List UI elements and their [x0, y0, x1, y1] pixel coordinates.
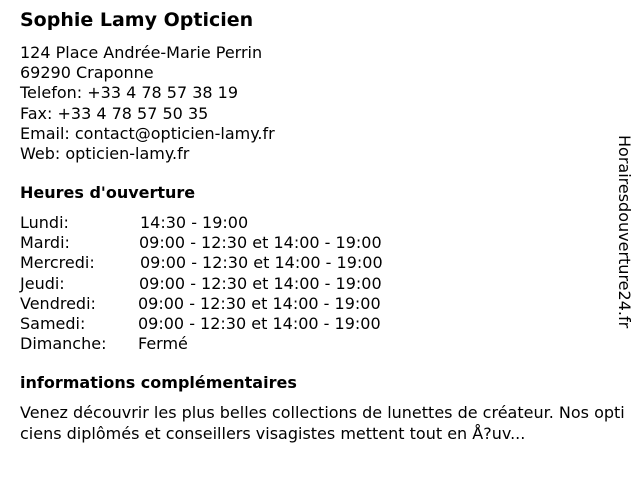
business-name: Sophie Lamy Opticien [20, 9, 254, 31]
hours-day: Dimanche: [20, 334, 107, 354]
hours-day: Lundi: [20, 213, 69, 232]
street-address: 124 Place Andrée-Marie Perrin [20, 43, 263, 62]
hours-time: Fermé [138, 334, 188, 354]
hours-day: Mercredi: [20, 253, 95, 273]
hours-time: 14:30 - 19:00 [140, 213, 249, 232]
hours-time: 09:00 - 12:30 et 14:00 - 19:00 [139, 273, 382, 293]
hours-time: 09:00 - 12:30 et 14:00 - 19:00 [140, 253, 383, 273]
email-line: Email: contact@opticien-lamy.fr [20, 123, 275, 143]
hours-time: 09:00 - 12:30 et 14:00 - 19:00 [138, 293, 381, 313]
contact-block [20, 43, 275, 164]
info-description: Venez découvrir les plus belles collections de lunettes de créateur. Nos opticiens diplômés et conseillers visagistes mettent tout en Å?uv... [20, 403, 625, 443]
hours-day: Samedi: [20, 313, 86, 333]
hours-day: Jeudi: [20, 273, 65, 293]
web-line: Web: opticien-lamy.fr [20, 143, 190, 163]
side-watermark-text: Horairesdouverture24.fr [615, 135, 634, 329]
info-heading: informations complémentaires [20, 373, 297, 392]
fax-line: Fax: +33 4 78 57 50 35 [20, 103, 209, 123]
hours-day: Mardi: [20, 233, 70, 253]
phone-line: Telefon: +33 4 78 57 38 19 [20, 83, 239, 103]
hours-time: 09:00 - 12:30 et 14:00 - 19:00 [139, 233, 382, 253]
hours-day: Vendredi: [20, 293, 96, 313]
city-address: 69290 Craponne [20, 63, 154, 83]
hours-heading: Heures d'ouverture [20, 183, 196, 202]
hours-time: 09:00 - 12:30 et 14:00 - 19:00 [138, 313, 381, 333]
